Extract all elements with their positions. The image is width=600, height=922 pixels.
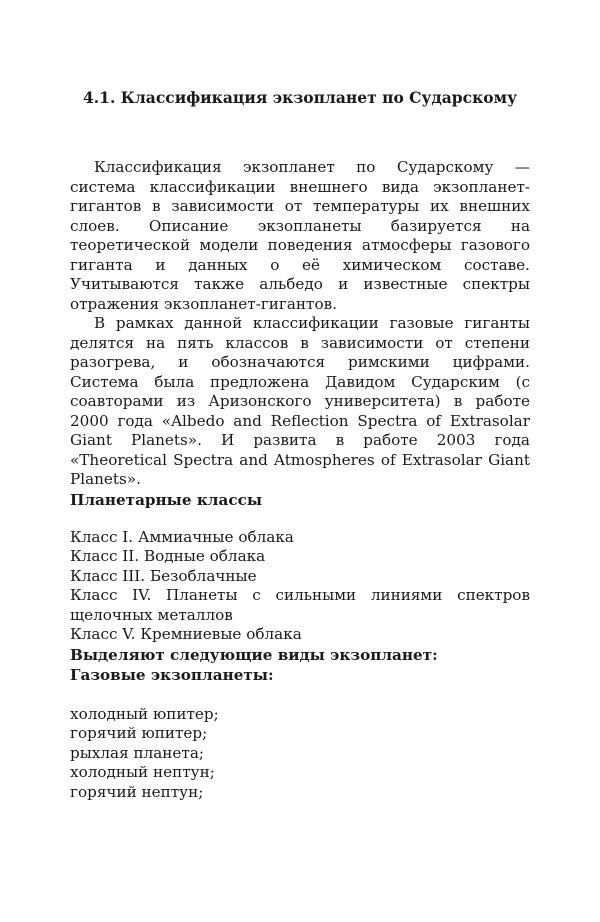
list-item-cold-jupiter: холодный юпитер; (70, 704, 219, 723)
gas-exoplanets-list (70, 705, 530, 803)
list-item-class-2: Класс II. Водные облака (70, 547, 266, 565)
list-item-puffy-planet: рыхлая планета; (70, 743, 204, 762)
planet-classes-heading: Планетарные классы (70, 490, 263, 509)
paragraph-classes-history: В рамках данной классификации газовые гиганты делятся на пять классов в зависимости от степени разогрева, и обозначаются римскими цифрами. Система была предложена Давидом Сударским (с соавторами из Аризонского университета) в работе 2000 года «Albedo and Reflection Spectra of Extrasolar Giant Planets». И развита в работе 2003 года «Theoretical Spectra and Atmospheres of Extrasolar Giant Planets». (70, 314, 530, 488)
chapter-title: 4.1. Классификация экзопланет по Сударскому (83, 88, 517, 107)
list-item-class-4: Класс IV. Планеты с сильными линиями спектров щелочных металлов (70, 586, 530, 624)
list-item-class-1: Класс I. Аммиачные облака (70, 527, 294, 546)
planet-classes-list (70, 528, 530, 645)
gas-exoplanets-heading: Газовые экзопланеты: (70, 665, 274, 684)
intro-text (70, 158, 530, 490)
list-item-hot-jupiter: горячий юпитер; (70, 724, 208, 742)
paragraph-sudarsky-definition: Классификация экзопланет по Сударскому — система классификации внешнего вида экзопланет-гигантов в зависимости от температуры их внешних слоев. Описание экзопланеты базируется на теоретической модели поведения атмосферы газового гиганта и данных о её химическом составе. Учитываются также альбедо и известные спектры отражения экзопланет-гигантов. (70, 158, 530, 313)
exoplanet-types-heading: Выделяют следующие виды экзопланет: (70, 645, 438, 664)
list-item-class-3: Класс III. Безоблачные (70, 566, 257, 585)
list-item-class-5: Класс V. Кремниевые облака (70, 625, 302, 643)
list-item-cold-neptune: холодный нептун; (70, 763, 215, 781)
list-item-hot-neptune: горячий нептун; (70, 782, 204, 801)
